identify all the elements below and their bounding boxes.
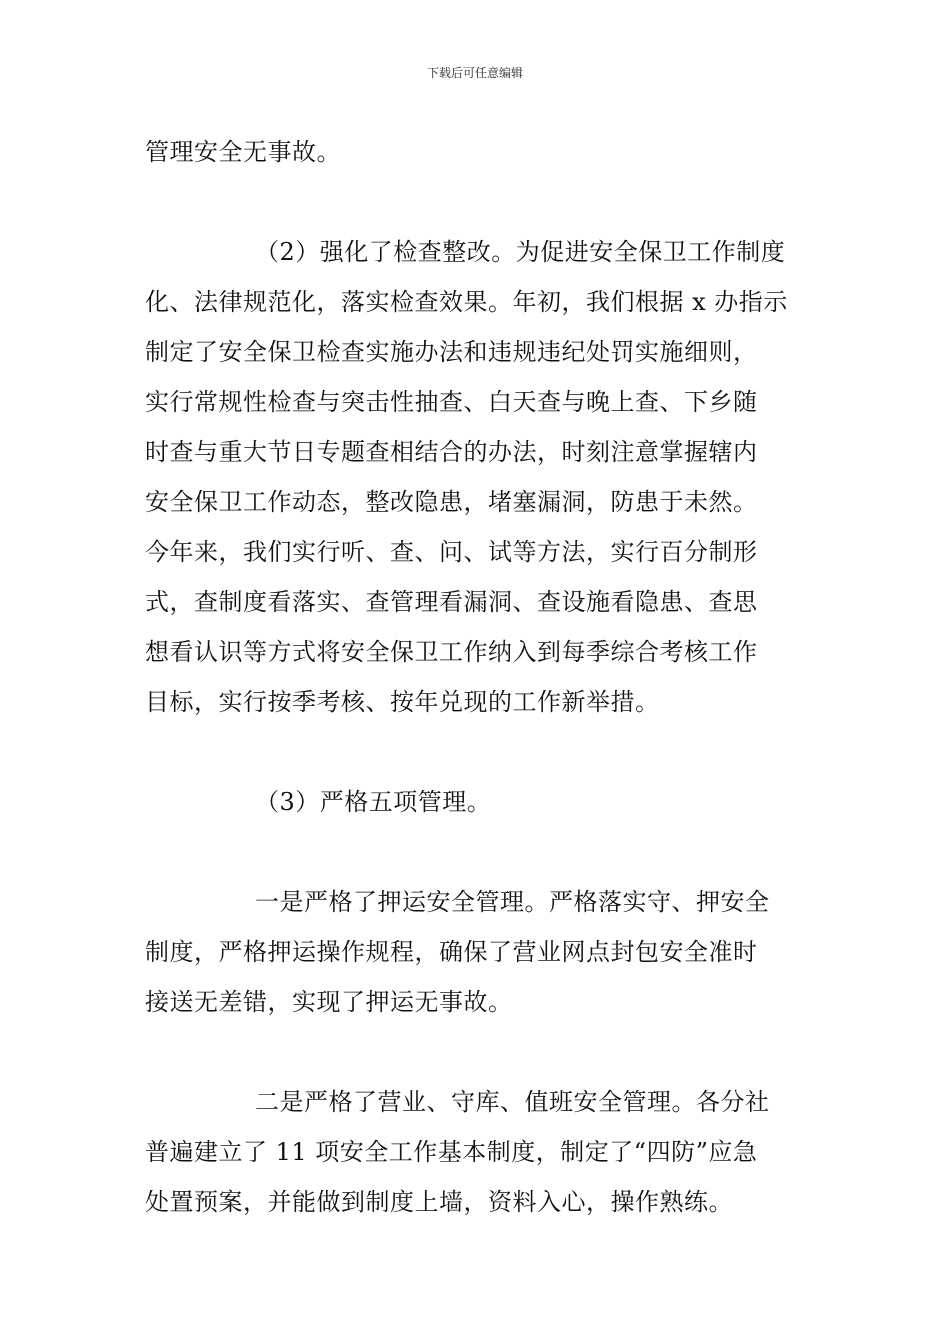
text-line: 安全保卫工作动态，整改隐患，堵塞漏洞，防患于未然。 [145, 488, 758, 516]
text-line: 式，查制度看落实、查管理看漏洞、查设施看隐患、查思 [145, 588, 758, 616]
text-line: （3）严格五项管理。 [255, 788, 492, 816]
paragraph-heading-five-items [145, 777, 810, 827]
paragraph-continuation [145, 127, 810, 177]
text-line: （2）强化了检查整改。为促进安全保卫工作制度 [255, 238, 786, 266]
text-line: 一是严格了押运安全管理。严格落实守、押安全 [255, 888, 770, 916]
text-line: 目标，实行按季考核、按年兑现的工作新举措。 [145, 688, 660, 716]
text-line: 管理安全无事故。 [145, 138, 341, 166]
paragraph-escort [145, 877, 810, 1027]
text-line: 今年来，我们实行听、查、问、试等方法，实行百分制形 [145, 538, 758, 566]
paragraph-business-vault-duty [145, 1077, 810, 1227]
document-body [145, 127, 810, 1227]
paragraph-gap [145, 177, 810, 227]
paragraph-gap [145, 1027, 810, 1077]
text-line: 处置预案，并能做到制度上墙，资料入心，操作熟练。 [145, 1188, 733, 1216]
text-line: 普遍建立了 11 项安全工作基本制度，制定了“四防”应急 [145, 1138, 758, 1166]
text-line: 时查与重大节日专题查相结合的办法，时刻注意掌握辖内 [145, 438, 758, 466]
text-line: 化、法律规范化，落实检查效果。年初，我们根据 x 办指示 [145, 288, 788, 316]
text-line: 实行常规性检查与突击性抽查、白天查与晚上查、下乡随 [145, 388, 758, 416]
text-line: 想看认识等方式将安全保卫工作纳入到每季综合考核工作 [145, 638, 758, 666]
text-line: 二是严格了营业、守库、值班安全管理。各分社 [255, 1088, 770, 1116]
text-line: 制定了安全保卫检查实施办法和违规违纪处罚实施细则， [145, 338, 758, 366]
text-line: 制度，严格押运操作规程，确保了营业网点封包安全准时 [145, 938, 758, 966]
paragraph-inspection [145, 227, 810, 727]
text-line: 接送无差错，实现了押运无事故。 [145, 988, 513, 1016]
paragraph-gap [145, 827, 810, 877]
paragraph-gap [145, 727, 810, 777]
page-header-note: 下载后可任意编辑 [426, 66, 523, 80]
